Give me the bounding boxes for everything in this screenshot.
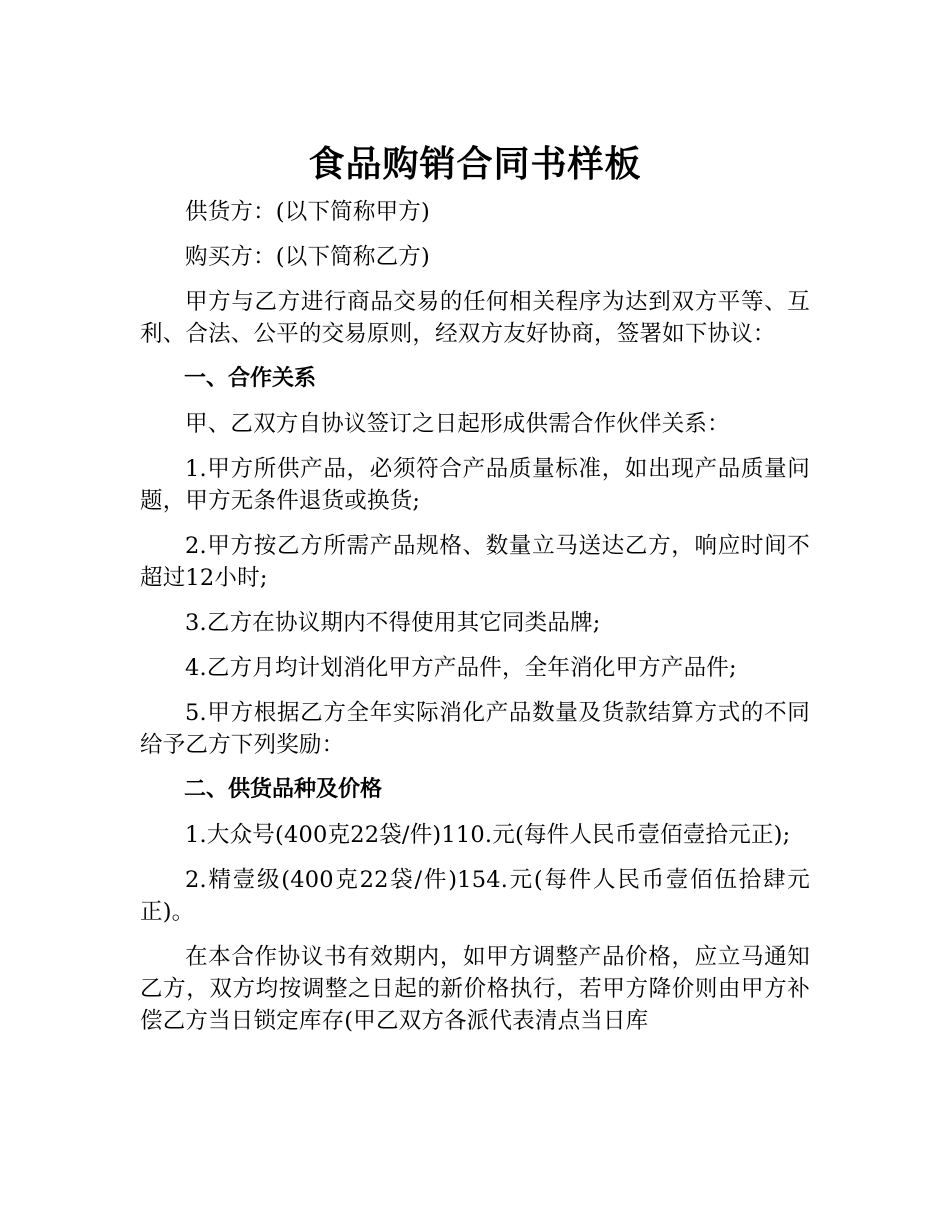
section-heading-cooperation: 一、合作关系 (184, 366, 317, 391)
document-body (140, 196, 810, 1050)
supplier-line: 供货方：(以下简称甲方) (185, 199, 430, 225)
product-item: 2.精壹级(400克22袋/件)154.元(每件人民币壹佰伍拾肆元正)。 (140, 867, 810, 925)
cooperation-item: 5.甲方根据乙方全年实际消化产品数量及货款结算方式的不同给予乙方下列奖励： (140, 700, 810, 758)
section-heading-products: 二、供货品种及价格 (184, 777, 383, 802)
cooperation-lead: 甲、乙双方自协议签订之日起形成供需合作伙伴关系： (185, 411, 730, 437)
cooperation-item: 3.乙方在协议期内不得使用其它同类品牌; (185, 610, 601, 636)
buyer-line: 购买方：(以下简称乙方) (185, 244, 430, 270)
price-adjustment-paragraph: 在本合作协议书有效期内，如甲方调整产品价格，应立马通知乙方，双方均按调整之日起的新价格执行，若甲方降价则由甲方补偿乙方当日锁定库存(甲乙双方各派代表清点当日库 (140, 944, 810, 1034)
cooperation-item: 4.乙方月均计划消化甲方产品件，全年消化甲方产品件; (185, 655, 737, 681)
cooperation-item: 2.甲方按乙方所需产品规格、数量立马送达乙方，响应时间不超过12小时; (140, 533, 810, 591)
document-title: 食品购销合同书样板 (308, 144, 642, 186)
cooperation-item: 1.甲方所供产品，必须符合产品质量标准，如出现产品质量问题，甲方无条件退货或换货; (140, 456, 810, 514)
intro-paragraph: 甲方与乙方进行商品交易的任何相关程序为达到双方平等、互利、合法、公平的交易原则，经双方友好协商，签署如下协议： (140, 289, 810, 347)
product-item: 1.大众号(400克22袋/件)110.元(每件人民币壹佰壹拾元正); (185, 822, 791, 848)
